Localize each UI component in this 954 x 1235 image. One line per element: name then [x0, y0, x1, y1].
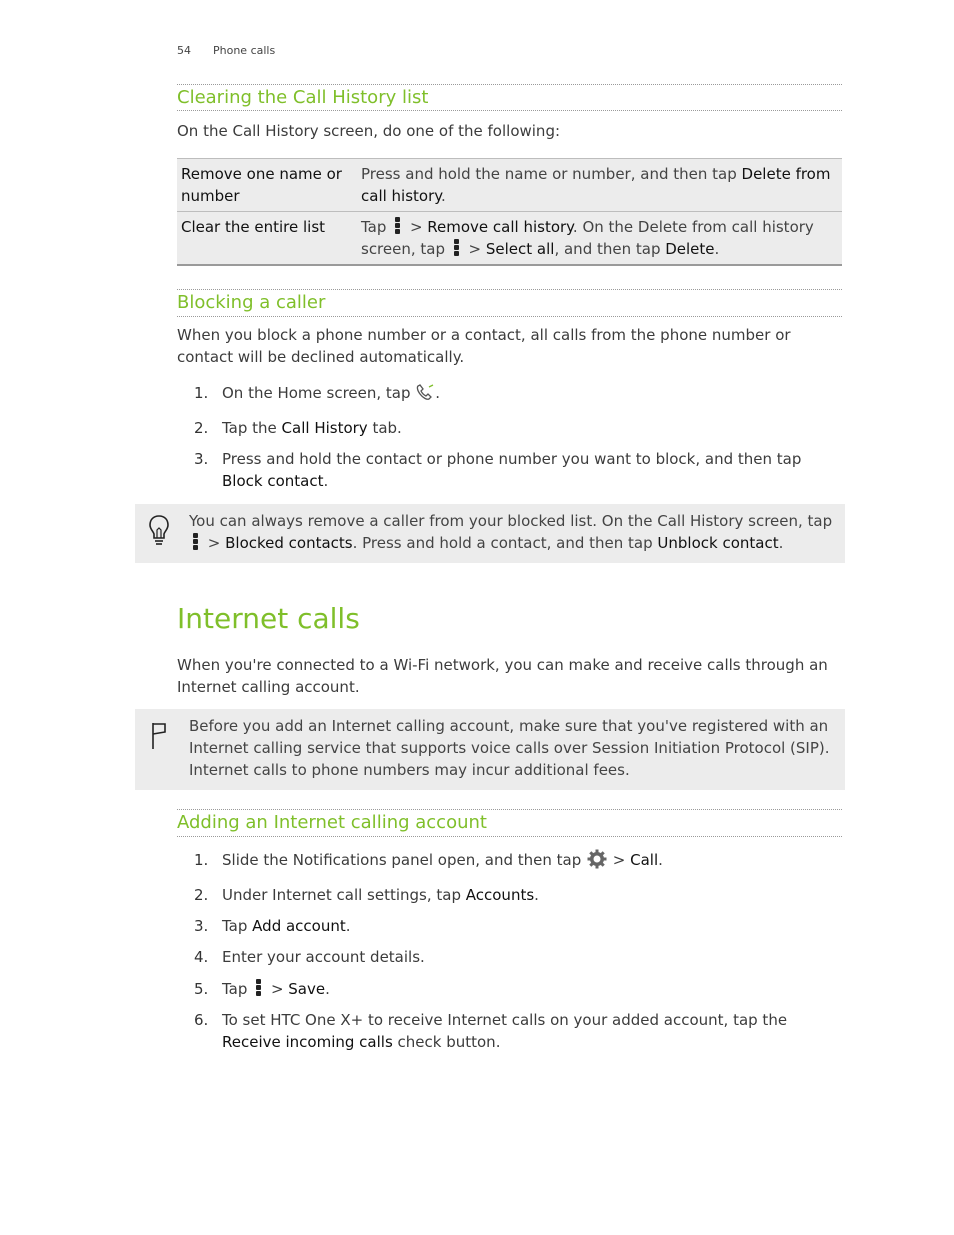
list-item — [177, 849, 842, 875]
menu-item-ref: Remove call history — [427, 218, 573, 236]
section-title-adding: Adding an Internet calling account — [177, 812, 487, 833]
list-item — [177, 382, 842, 408]
list-item — [177, 448, 842, 492]
menu-item-ref: Add account — [252, 917, 346, 935]
text: > — [608, 851, 631, 869]
text: . — [534, 886, 539, 904]
menu-icon — [193, 533, 199, 551]
menu-item-ref: Delete — [665, 240, 715, 258]
list-item — [177, 417, 842, 439]
tip-box — [135, 504, 845, 563]
step-number: 3. — [194, 917, 209, 935]
step-number: 4. — [194, 948, 209, 966]
table-row — [177, 212, 842, 266]
menu-icon — [256, 979, 262, 997]
clearing-intro: On the Call History screen, do one of the following: — [177, 122, 561, 140]
text: Tap the — [222, 419, 282, 437]
step-number: 2. — [194, 886, 209, 904]
flag-icon — [149, 721, 169, 757]
text: . Press and hold a contact, and then tap — [352, 534, 658, 552]
tip-text — [189, 510, 834, 554]
menu-item-ref: Select all — [485, 240, 555, 258]
text: . — [441, 187, 446, 205]
page-number: 54 — [177, 44, 191, 57]
text: . — [345, 917, 351, 935]
internet-intro: When you're connected to a Wi-Fi network, you can make and receive calls through an Internet calling account. — [177, 656, 828, 696]
blocking-steps — [177, 382, 842, 492]
menu-item-ref: Unblock contact — [657, 534, 779, 552]
menu-item-ref: Receive incoming calls — [222, 1033, 393, 1051]
divider — [177, 809, 842, 810]
text: Tap — [222, 917, 253, 935]
step-number: 3. — [194, 450, 209, 468]
table-cell-description — [357, 212, 842, 266]
text: . On the Delete from call history screen, tap — [361, 218, 814, 258]
list-item — [177, 884, 842, 906]
clear-options-table — [177, 158, 842, 266]
chapter-title: Phone calls — [213, 44, 276, 57]
menu-icon — [454, 239, 460, 257]
text: Under Internet call settings, tap — [222, 886, 466, 904]
menu-item-ref: Block contact — [222, 472, 324, 490]
page-header — [177, 44, 275, 57]
chapter-heading: Internet calls — [177, 602, 360, 635]
menu-item-ref: Save — [288, 980, 326, 998]
divider — [177, 836, 842, 837]
note-text: Before you add an Internet calling account, make sure that you've registered with an Internet calling service that supports voice calls over Session Initiation Protocol (SIP). Internet calls to phone numbers may incur additional fees. — [189, 717, 830, 779]
step-number: 6. — [194, 1011, 209, 1029]
text: Press and hold the contact or phone number you want to block, and then tap — [222, 450, 802, 468]
table-cell-action: Clear the entire list — [181, 218, 326, 236]
menu-item-ref: Call History — [281, 419, 368, 437]
text: You can always remove a caller from your blocked list. On the Call History screen, tap — [189, 512, 833, 530]
text: > — [463, 240, 486, 258]
table-row — [177, 159, 842, 212]
adding-steps — [177, 849, 842, 1053]
text: > — [203, 534, 226, 552]
step-number: 1. — [194, 384, 209, 402]
text: On the Home screen, tap — [222, 384, 416, 402]
table-cell-description — [357, 159, 842, 212]
text: check button. — [392, 1033, 501, 1051]
text: , and then tap — [554, 240, 666, 258]
text: . — [325, 980, 330, 998]
text: Tap — [361, 218, 392, 236]
list-item — [177, 946, 842, 968]
text: Tap — [222, 980, 253, 998]
text: To set HTC One X+ to receive Internet calls on your added account, tap the — [222, 1011, 788, 1029]
section-title-clearing: Clearing the Call History list — [177, 87, 429, 108]
menu-item-ref: Accounts — [465, 886, 535, 904]
divider — [177, 110, 842, 111]
gear-icon — [586, 849, 608, 875]
note-box — [135, 709, 845, 790]
text: . — [714, 240, 720, 258]
menu-item-ref: Delete from call history — [361, 165, 831, 205]
step-number: 2. — [194, 419, 209, 437]
text: . — [435, 384, 441, 402]
list-item — [177, 978, 842, 1000]
lightbulb-icon — [147, 514, 171, 554]
list-item — [177, 1009, 842, 1053]
text: Slide the Notifications panel open, and then tap — [222, 851, 587, 869]
text: . — [658, 851, 663, 869]
divider — [177, 84, 842, 85]
list-item — [177, 915, 842, 937]
text: tab. — [367, 419, 402, 437]
section-title-blocking: Blocking a caller — [177, 292, 326, 313]
step-number: 1. — [194, 851, 209, 869]
phone-icon — [415, 384, 435, 408]
text: > — [266, 980, 289, 998]
text: . — [323, 472, 329, 490]
table-cell-action: Remove one name or number — [181, 165, 342, 205]
menu-icon — [395, 217, 401, 235]
text: . — [778, 534, 784, 552]
menu-item-ref: Blocked contacts — [225, 534, 353, 552]
divider — [177, 316, 842, 317]
text: > — [405, 218, 428, 236]
text: Press and hold the name or number, and then tap — [361, 165, 742, 183]
divider — [177, 289, 842, 290]
step-number: 5. — [194, 980, 209, 998]
menu-item-ref: Call — [630, 851, 659, 869]
blocking-intro: When you block a phone number or a contact, all calls from the phone number or contact will be declined automatically. — [177, 326, 791, 366]
text: Enter your account details. — [222, 948, 425, 966]
